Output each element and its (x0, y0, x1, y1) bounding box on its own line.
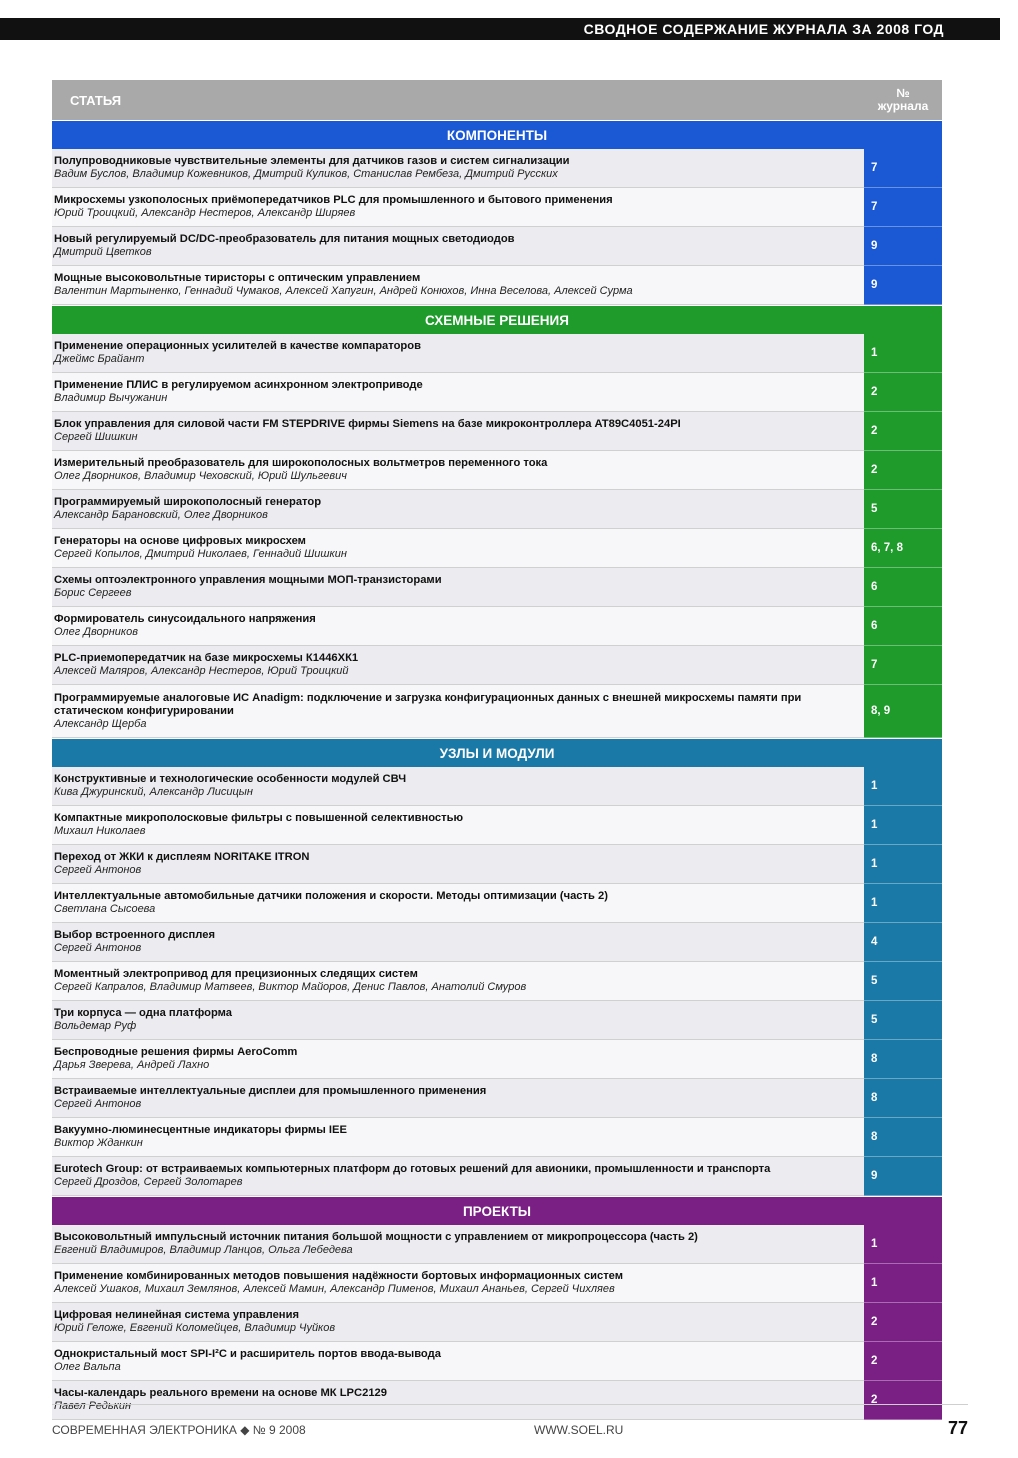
article-title: Программируемые аналоговые ИС Anadigm: подключение и загрузка конфигурационных данных с внешней микросхемы памяти при статическом конфигурировании (54, 691, 802, 717)
column-header-issue (864, 80, 942, 120)
article-cell (52, 884, 864, 922)
article-title: Применение комбинированных методов повышения надёжности бортовых информационных систем (54, 1270, 624, 1282)
article-title: Однокристальный мост SPI-I²C и расширитель портов ввода-вывода (54, 1348, 441, 1360)
article-cell (52, 490, 864, 528)
table-row (52, 884, 942, 923)
article-cell (52, 845, 864, 883)
article-title: Применение операционных усилителей в качестве компараторов (54, 340, 421, 352)
article-cell (52, 767, 864, 805)
article-authors: Сергей Антонов (54, 1098, 142, 1110)
table-row (52, 1264, 942, 1303)
issue-number: 8, 9 (864, 685, 942, 738)
issue-number: 2 (864, 373, 942, 412)
table-row (52, 1079, 942, 1118)
section-rows (52, 149, 942, 305)
footer-magazine: СОВРЕМЕННАЯ ЭЛЕКТРОНИКА ◆ № 9 2008 (52, 1423, 306, 1437)
article-authors: Алексей Ушаков, Михаил Землянов, Алексей Мамин, Александр Пименов, Михаил Ананьев, Сергей Чихляев (54, 1283, 615, 1295)
article-authors: Юрий Геложе, Евгений Коломейцев, Владимир Чуйков (54, 1322, 336, 1334)
article-cell (52, 923, 864, 961)
section-header: УЗЛЫ И МОДУЛИ (52, 739, 942, 767)
article-authors: Александр Щерба (54, 717, 147, 730)
issue-number: 5 (864, 962, 942, 1001)
article-authors: Юрий Троицкий, Александр Нестеров, Александр Ширяев (54, 207, 356, 219)
article-title: Новый регулируемый DC/DC-преобразователь для питания мощных светодиодов (54, 233, 515, 245)
issue-number: 8 (864, 1040, 942, 1079)
table-row (52, 227, 942, 266)
article-title: Цифровая нелинейная система управления (54, 1309, 299, 1321)
section-header: КОМПОНЕНТЫ (52, 121, 942, 149)
article-title: Вакуумно-люминесцентные индикаторы фирмы IEE (54, 1124, 347, 1136)
issue-number: 1 (864, 806, 942, 845)
footer-website[interactable]: WWW.SOEL.RU (534, 1423, 624, 1437)
article-title: Моментный электропривод для прецизионных следящих систем (54, 968, 418, 980)
header-banner (0, 18, 1000, 40)
article-title: Программируемый широкополосный генератор (54, 496, 322, 508)
article-title: PLC-приемопередатчик на базе микросхемы К1446ХК1 (54, 652, 359, 664)
article-title: Формирователь синусоидального напряжения (54, 613, 316, 625)
issue-number: 8 (864, 1079, 942, 1118)
article-title: Компактные микрополосковые фильтры с повышенной селективностью (54, 812, 464, 824)
article-authors: Олег Дворников (54, 626, 138, 638)
issue-number: 1 (864, 1225, 942, 1264)
article-cell (52, 266, 864, 304)
issue-number: 6, 7, 8 (864, 529, 942, 568)
header-banner-text: СВОДНОЕ СОДЕРЖАНИЕ ЖУРНАЛА ЗА 2008 ГОД (583, 21, 944, 37)
issue-number: 6 (864, 607, 942, 646)
article-cell (52, 188, 864, 226)
table-row (52, 1342, 942, 1381)
article-authors: Вольдемар Руф (54, 1020, 137, 1032)
article-authors: Павел Редькин (54, 1400, 132, 1412)
article-cell (52, 451, 864, 489)
article-title: Три корпуса — одна платформа (54, 1007, 232, 1019)
issue-number: 9 (864, 1157, 942, 1196)
article-cell (52, 227, 864, 265)
issue-number: 1 (864, 334, 942, 373)
article-title: Измерительный преобразователь для широкополосных вольтметров переменного тока (54, 457, 548, 469)
article-title: Схемы оптоэлектронного управления мощными МОП-транзисторами (54, 574, 442, 586)
table-row (52, 568, 942, 607)
article-authors: Валентин Мартыненко, Геннадий Чумаков, Алексей Хапугин, Андрей Конюхов, Инна Веселова, Алексей Сурма (54, 285, 633, 297)
article-cell (52, 334, 864, 372)
table-row (52, 1001, 942, 1040)
table-row (52, 845, 942, 884)
article-cell (52, 962, 864, 1000)
article-cell (52, 646, 864, 684)
issue-number: 4 (864, 923, 942, 962)
issue-number: 1 (864, 767, 942, 806)
issue-number: 5 (864, 490, 942, 529)
table-row (52, 334, 942, 373)
section-rows (52, 334, 942, 738)
article-authors: Кива Джуринский, Александр Лисицын (54, 786, 253, 798)
article-authors: Дарья Зверева, Андрей Лахно (54, 1059, 210, 1071)
article-authors: Виктор Жданкин (54, 1137, 143, 1149)
column-header-issue-line2: журнала (877, 99, 929, 113)
article-authors: Олег Вальпа (54, 1361, 121, 1373)
article-cell (52, 412, 864, 450)
issue-number: 7 (864, 149, 942, 188)
issue-number: 8 (864, 1118, 942, 1157)
issue-number: 1 (864, 1264, 942, 1303)
table-row (52, 1157, 942, 1196)
table-row (52, 490, 942, 529)
article-authors: Михаил Николаев (54, 825, 146, 837)
issue-number: 9 (864, 266, 942, 305)
article-authors: Сергей Шишкин (54, 431, 138, 443)
table-row (52, 806, 942, 845)
article-cell (52, 529, 864, 567)
issue-number: 7 (864, 188, 942, 227)
article-title: Микросхемы узкополосных приёмопередатчиков PLC для промышленного и бытового применения (54, 194, 613, 206)
article-cell (52, 607, 864, 645)
article-title: Генераторы на основе цифровых микросхем (54, 535, 306, 547)
issue-number: 2 (864, 1342, 942, 1381)
table-row (52, 529, 942, 568)
article-cell (52, 373, 864, 411)
article-cell (52, 1040, 864, 1078)
article-cell (52, 1225, 864, 1263)
article-title: Интеллектуальные автомобильные датчики положения и скорости. Методы оптимизации (часть 2) (54, 890, 608, 902)
article-title: Выбор встроенного дисплея (54, 929, 215, 941)
article-authors: Джеймс Брайант (54, 353, 145, 365)
table-row (52, 962, 942, 1001)
article-cell (52, 1079, 864, 1117)
article-authors: Борис Сергеев (54, 587, 132, 599)
table-row (52, 373, 942, 412)
table-row (52, 149, 942, 188)
article-authors: Сергей Копылов, Дмитрий Николаев, Геннадий Шишкин (54, 548, 347, 560)
article-title: Применение ПЛИС в регулируемом асинхронном электроприводе (54, 379, 423, 391)
table-row (52, 646, 942, 685)
article-authors: Алексей Маляров, Александр Нестеров, Юрий Троицкий (54, 665, 349, 677)
article-authors: Евгений Владимиров, Владимир Ланцов, Ольга Лебедева (54, 1244, 353, 1256)
table-row (52, 1303, 942, 1342)
issue-number: 2 (864, 1381, 942, 1420)
article-authors: Сергей Дроздов, Сергей Золотарев (54, 1176, 243, 1188)
table-row (52, 767, 942, 806)
table-row (52, 685, 942, 738)
article-cell (52, 1264, 864, 1302)
issue-number: 2 (864, 1303, 942, 1342)
page-number: 77 (947, 1418, 968, 1438)
article-authors: Александр Барановский, Олег Дворников (54, 509, 268, 521)
page-footer (52, 1404, 968, 1445)
issue-number: 2 (864, 451, 942, 490)
issue-number: 1 (864, 884, 942, 923)
article-cell (52, 1157, 864, 1195)
section-rows (52, 767, 942, 1196)
article-title: Часы-календарь реального времени на основе МК LPC2129 (54, 1387, 387, 1399)
article-authors: Сергей Капралов, Владимир Матвеев, Виктор Майоров, Денис Павлов, Анатолий Смуров (54, 981, 527, 993)
section-rows (52, 1225, 942, 1420)
article-cell (52, 1001, 864, 1039)
contents-table (52, 80, 942, 1420)
article-cell (52, 1342, 864, 1380)
issue-number: 7 (864, 646, 942, 685)
table-row (52, 923, 942, 962)
article-authors: Сергей Антонов (54, 942, 142, 954)
column-header-article: СТАТЬЯ (70, 92, 122, 108)
article-authors: Олег Дворников, Владимир Чеховский, Юрий Шульгевич (54, 470, 347, 482)
article-authors: Светлана Сысоева (54, 903, 156, 915)
article-title: Беспроводные решения фирмы AeroComm (54, 1046, 298, 1058)
issue-number: 6 (864, 568, 942, 607)
article-cell (52, 568, 864, 606)
article-cell (52, 1118, 864, 1156)
article-cell (52, 806, 864, 844)
issue-number: 9 (864, 227, 942, 266)
table-header (52, 80, 942, 120)
issue-number: 5 (864, 1001, 942, 1040)
table-row (52, 266, 942, 305)
article-title: Переход от ЖКИ к дисплеям NORITAKE ITRON (54, 851, 310, 863)
article-title: Eurotech Group: от встраиваемых компьютерных платформ до готовых решений для авионики, промышленности и транспорта (54, 1163, 771, 1175)
article-cell (52, 149, 864, 187)
table-row (52, 607, 942, 646)
issue-number: 1 (864, 845, 942, 884)
article-title: Конструктивные и технологические особенности модулей СВЧ (54, 773, 407, 785)
table-row (52, 412, 942, 451)
column-header-issue-line1: № (896, 86, 910, 100)
table-row (52, 451, 942, 490)
article-cell (52, 1303, 864, 1341)
article-title: Полупроводниковые чувствительные элементы для датчиков газов и систем сигнализации (54, 155, 570, 167)
article-title: Блок управления для силовой части FM STEPDRIVE фирмы Siemens на базе микроконтроллера AT89C4051-24PI (54, 418, 681, 430)
article-title: Высоковольтный импульсный источник питания большой мощности с управлением от микропроцессора (часть 2) (54, 1231, 698, 1243)
article-authors: Вадим Буслов, Владимир Кожевников, Дмитрий Куликов, Станислав Рембеза, Дмитрий Русских (54, 168, 558, 180)
article-title: Встраиваемые интеллектуальные дисплеи для промышленного применения (54, 1085, 487, 1097)
issue-number: 2 (864, 412, 942, 451)
table-row (52, 1225, 942, 1264)
article-authors: Владимир Вычужанин (54, 392, 168, 404)
article-authors: Сергей Антонов (54, 864, 142, 876)
section-header: ПРОЕКТЫ (52, 1197, 942, 1225)
article-cell (52, 685, 864, 737)
table-row (52, 1118, 942, 1157)
table-row (52, 1040, 942, 1079)
section-header: СХЕМНЫЕ РЕШЕНИЯ (52, 306, 942, 334)
sections-container (52, 121, 942, 1420)
article-title: Мощные высоковольтные тиристоры с оптическим управлением (54, 272, 421, 284)
table-row (52, 188, 942, 227)
article-authors: Дмитрий Цветков (54, 246, 152, 258)
